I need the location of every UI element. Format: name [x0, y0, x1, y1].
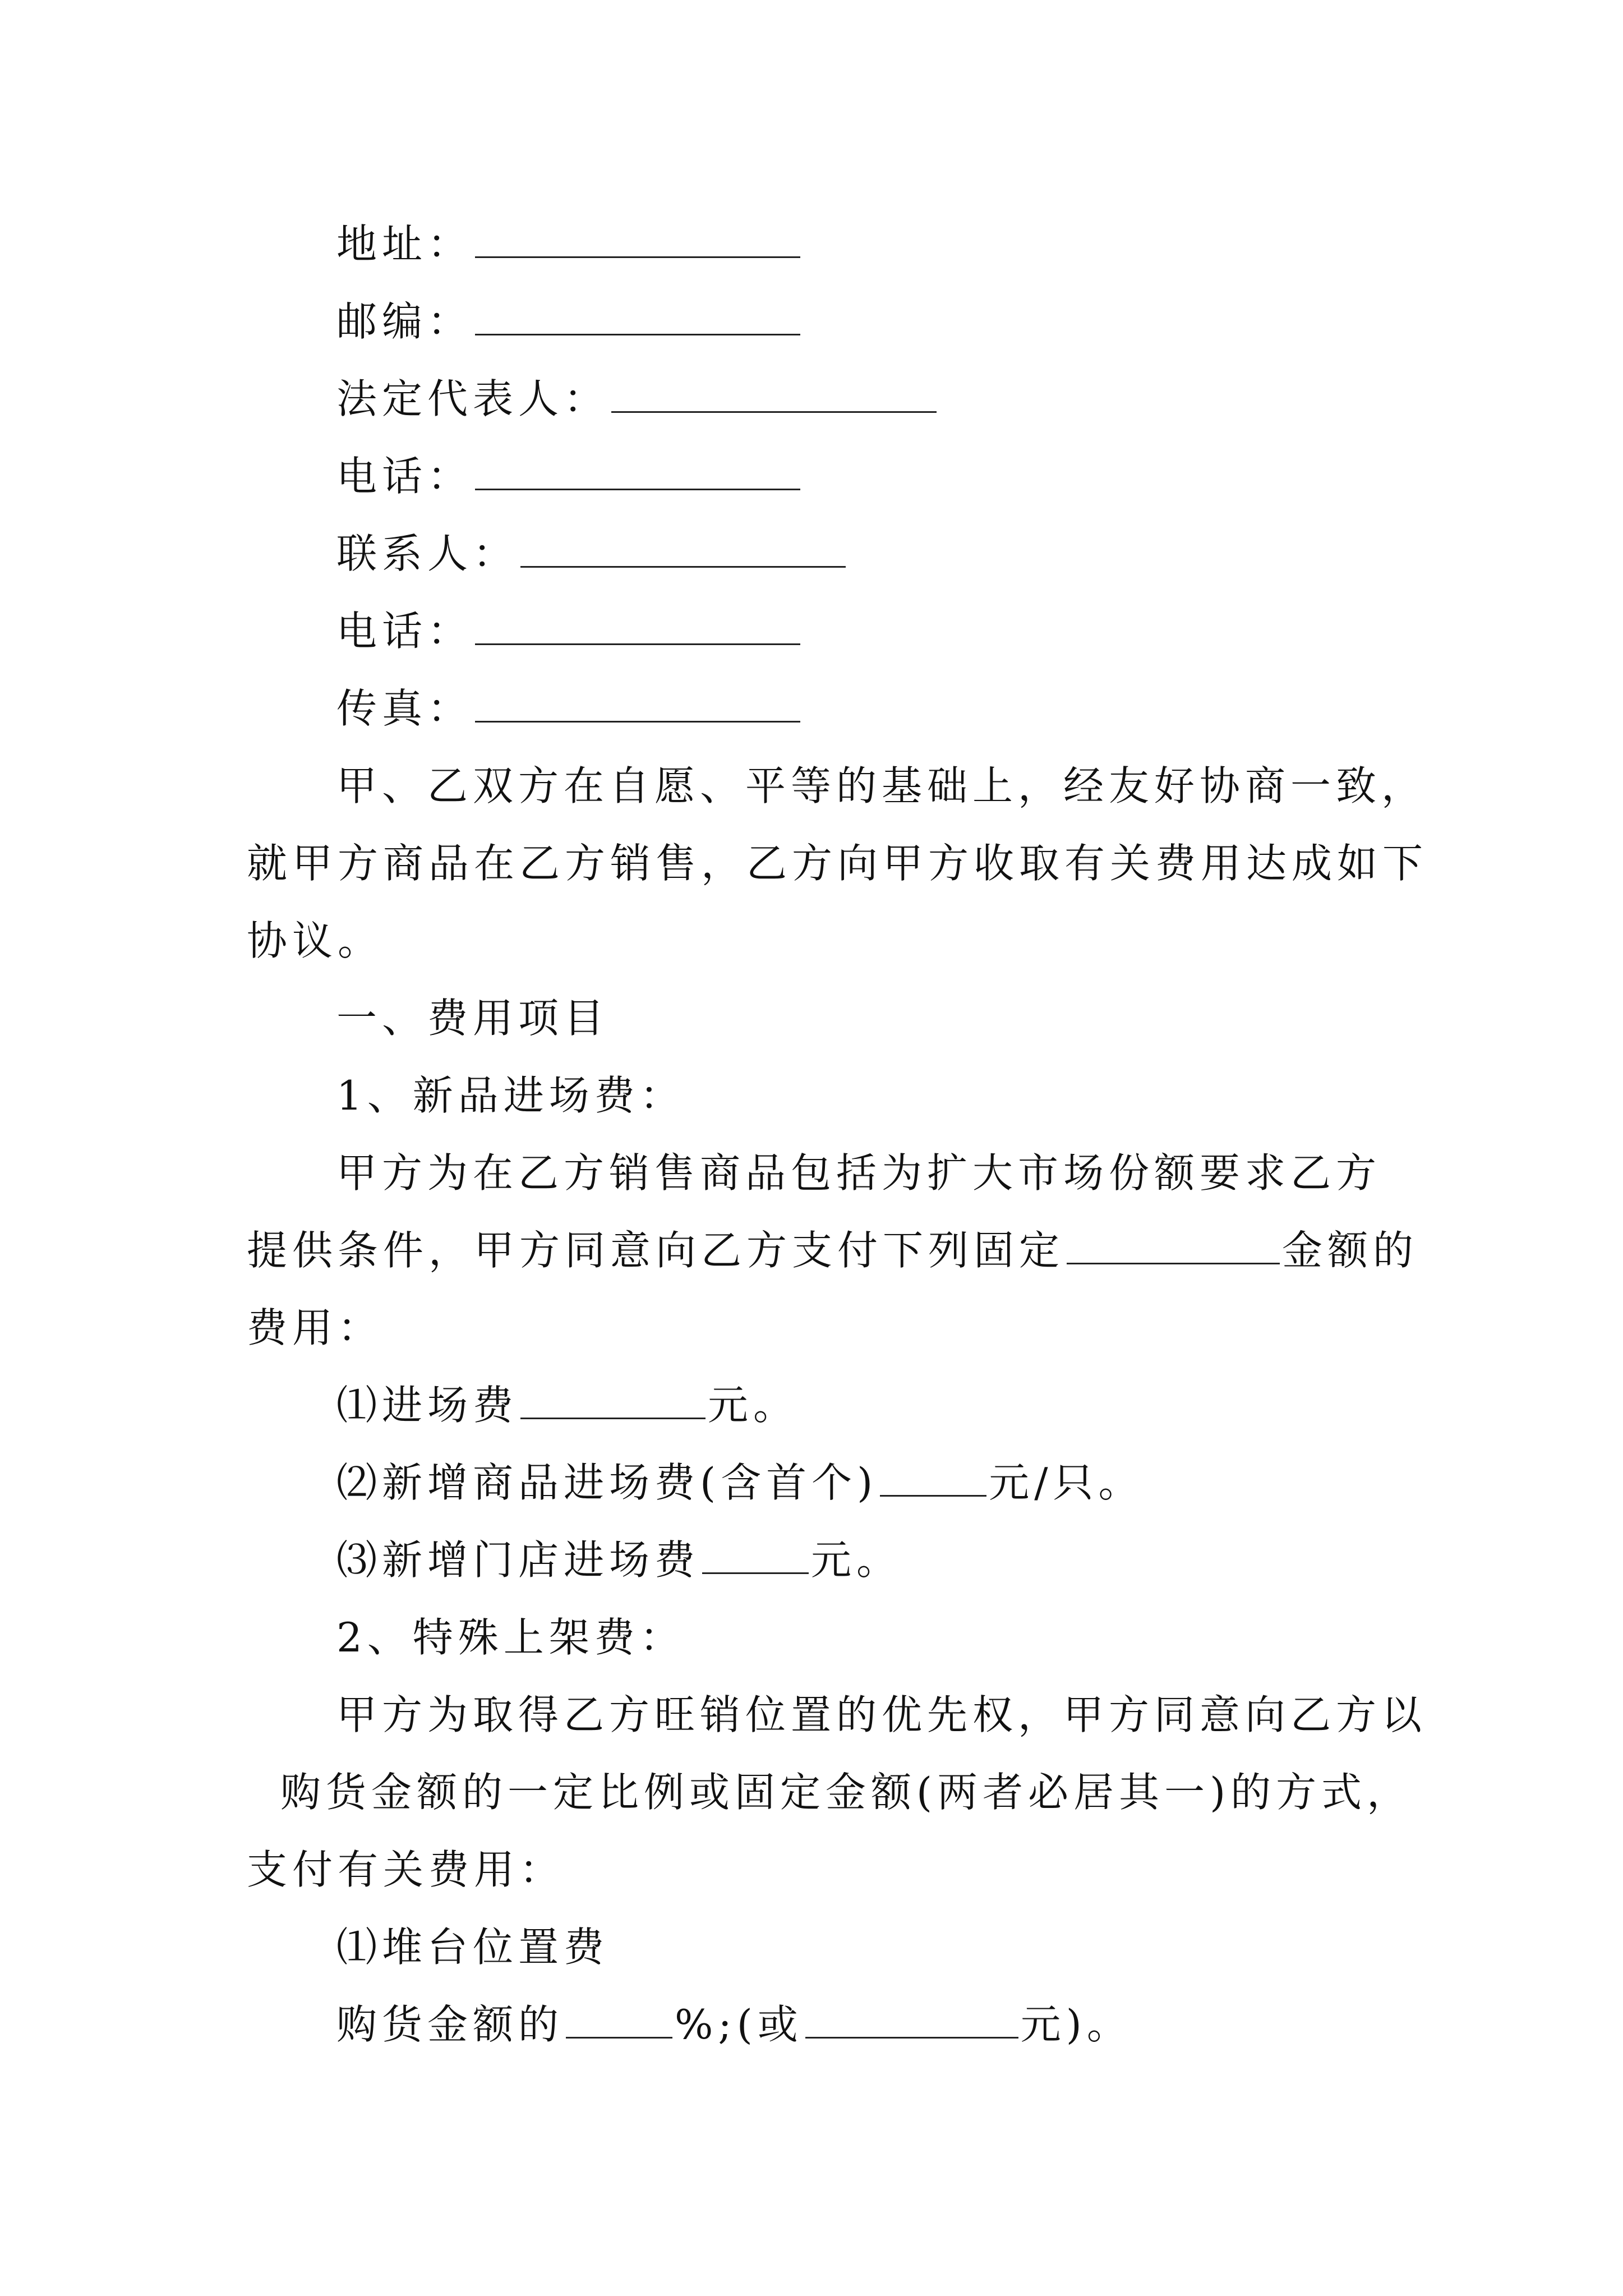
item1-paragraph-line-3: 费用： — [247, 1304, 384, 1351]
entry-fee-blank[interactable] — [520, 1385, 706, 1419]
contact-person-label: 联系人： — [336, 530, 519, 577]
new-product-fee-line — [336, 1457, 1144, 1508]
section-title: 一、费用项目 — [336, 995, 610, 1042]
intro-line-3: 协议。 — [247, 917, 384, 964]
entry-fee-label: ⑴进场费 — [336, 1382, 519, 1429]
item2-title: 2、特殊上架费： — [336, 1614, 685, 1661]
item2-paragraph-line-1: 甲方为取得乙方旺销位置的优先权，甲方同意向乙方以 — [336, 1691, 1427, 1738]
new-store-fee-label: ⑶新增门店进场费 — [336, 1536, 700, 1584]
item1-paragraph-line-1: 甲方为在乙方销售商品包括为扩大市场份额要求乙方 — [336, 1149, 1382, 1197]
intro-line-2: 就甲方商品在乙方销售，乙方向甲方收取有关费用达成如下 — [247, 840, 1428, 887]
address-field — [336, 219, 803, 269]
new-product-fee-blank[interactable] — [880, 1462, 986, 1497]
postcode-label: 邮编： — [336, 298, 473, 345]
item1-title: 1、新品进场费： — [336, 1072, 685, 1119]
contact-person-field — [336, 528, 848, 579]
contact-phone-field — [336, 606, 803, 656]
fax-blank[interactable] — [475, 688, 800, 723]
item1-paragraph-line-2 — [247, 1225, 1418, 1276]
new-product-fee-label: ⑵新增商品进场费(含首个) — [336, 1459, 878, 1506]
fax-field — [336, 683, 803, 734]
purchase-percentage-label: 购货金额的 — [336, 2001, 564, 2048]
address-label: 地址： — [336, 220, 473, 268]
percentage-unit: %;(或 — [675, 2001, 803, 2048]
entry-fee-line — [336, 1380, 799, 1430]
fixed-amount-blank[interactable] — [1067, 1230, 1280, 1264]
legal-representative-field — [336, 374, 939, 424]
phone-field — [336, 451, 803, 501]
legal-representative-blank[interactable] — [611, 379, 937, 413]
item1-paragraph-text-a: 提供条件，甲方同意向乙方支付下列固定 — [247, 1227, 1065, 1274]
new-store-fee-line — [336, 1535, 902, 1585]
address-blank[interactable] — [475, 224, 800, 258]
stack-position-fee-title: ⑴堆台位置费 — [336, 1924, 610, 1971]
contact-person-blank[interactable] — [520, 533, 846, 568]
purchase-percentage-line — [336, 1999, 1132, 2050]
item2-paragraph-line-3: 支付有关费用： — [247, 1846, 565, 1893]
contact-phone-label: 电话： — [336, 608, 473, 655]
phone-blank[interactable] — [475, 456, 800, 490]
intro-line-1: 甲、乙双方在自愿、平等的基础上，经友好协商一致， — [336, 762, 1427, 809]
phone-label: 电话： — [336, 453, 473, 500]
new-product-fee-unit: 元/只。 — [989, 1459, 1144, 1506]
postcode-blank[interactable] — [475, 301, 800, 335]
postcode-field — [336, 296, 803, 347]
legal-representative-label: 法定代表人： — [336, 375, 610, 422]
fixed-yuan-blank[interactable] — [805, 2004, 1018, 2039]
percentage-blank[interactable] — [566, 2004, 672, 2039]
entry-fee-unit: 元。 — [708, 1382, 799, 1429]
new-store-fee-blank[interactable] — [702, 1540, 809, 1574]
item2-paragraph-line-2: 购货金额的一定比例或固定金额(两者必居其一)的方式， — [280, 1769, 1413, 1816]
item1-paragraph-text-b: 金额的 — [1282, 1227, 1419, 1274]
contact-phone-blank[interactable] — [475, 611, 800, 645]
fax-label: 传真： — [336, 685, 473, 732]
new-store-fee-unit: 元。 — [811, 1536, 902, 1584]
yuan-unit: 元)。 — [1020, 2001, 1132, 2048]
